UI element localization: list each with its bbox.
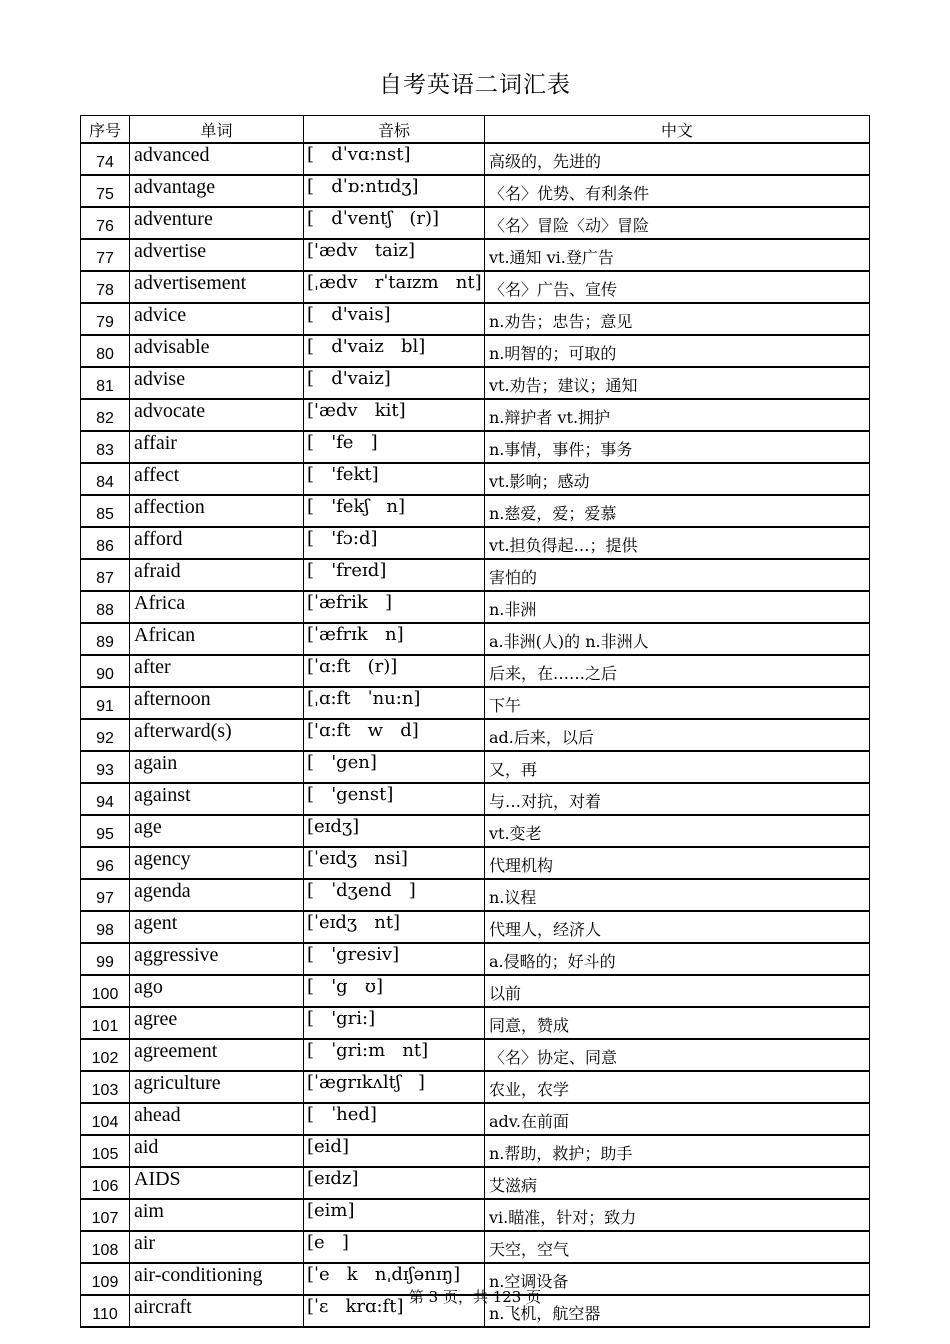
table-row: [81, 1231, 870, 1263]
row-number: 78: [81, 271, 130, 303]
row-word: advertisement: [130, 271, 304, 303]
row-chinese: 艾滋病: [485, 1167, 870, 1199]
table-row: [81, 783, 870, 815]
row-word: AIDS: [130, 1167, 304, 1199]
row-phonetic: [ˈe k nˌdɪʃənɪŋ]: [304, 1263, 485, 1295]
row-phonetic: [ ˈgri:m nt]: [304, 1039, 485, 1071]
row-number: 89: [81, 623, 130, 655]
row-word: afterward(s): [130, 719, 304, 751]
table-row: [81, 303, 870, 335]
vocabulary-table: [80, 115, 870, 1328]
row-number: 88: [81, 591, 130, 623]
row-phonetic: ['ædv kit]: [304, 399, 485, 431]
row-chinese: 害怕的: [485, 559, 870, 591]
table-row: [81, 1167, 870, 1199]
table-row: [81, 1199, 870, 1231]
row-word: affection: [130, 495, 304, 527]
row-phonetic: [eɪdz]: [304, 1167, 485, 1199]
row-phonetic: [ˈeɪdʒ nsi]: [304, 847, 485, 879]
row-chinese: 以前: [485, 975, 870, 1007]
row-word: after: [130, 655, 304, 687]
table-row: [81, 975, 870, 1007]
row-number: 81: [81, 367, 130, 399]
row-number: 105: [81, 1135, 130, 1167]
row-chinese: 高级的，先进的: [485, 143, 870, 175]
row-number: 97: [81, 879, 130, 911]
row-phonetic: ['ɑ:ft w d]: [304, 719, 485, 751]
row-chinese: a.非洲(人)的 n.非洲人: [485, 623, 870, 655]
row-number: 86: [81, 527, 130, 559]
table-row: [81, 751, 870, 783]
row-number: 90: [81, 655, 130, 687]
row-phonetic: [ˈæfrik ]: [304, 591, 485, 623]
row-word: African: [130, 623, 304, 655]
table-row: [81, 687, 870, 719]
row-word: agenda: [130, 879, 304, 911]
row-number: 77: [81, 239, 130, 271]
row-word: agreement: [130, 1039, 304, 1071]
table-row: [81, 1039, 870, 1071]
row-phonetic: [eim]: [304, 1199, 485, 1231]
row-word: ahead: [130, 1103, 304, 1135]
table-row: [81, 495, 870, 527]
table-row: [81, 271, 870, 303]
row-chinese: 〈名〉优势、有利条件: [485, 175, 870, 207]
row-chinese: 代理人，经济人: [485, 911, 870, 943]
row-number: 82: [81, 399, 130, 431]
row-number: 79: [81, 303, 130, 335]
header-number: 序号: [81, 116, 130, 144]
row-number: 96: [81, 847, 130, 879]
row-phonetic: ['ædv taiz]: [304, 239, 485, 271]
row-phonetic: [ˌɑ:ft ˈnu:n]: [304, 687, 485, 719]
row-number: 74: [81, 143, 130, 175]
row-phonetic: [eɪdʒ]: [304, 815, 485, 847]
row-phonetic: [ 'gri:]: [304, 1007, 485, 1039]
row-word: aggressive: [130, 943, 304, 975]
table-row: [81, 207, 870, 239]
table-row: [81, 847, 870, 879]
row-number: 103: [81, 1071, 130, 1103]
row-phonetic: [ˌædv rˈtaɪzm nt]: [304, 271, 485, 303]
row-phonetic: [ d'vaiz]: [304, 367, 485, 399]
row-chinese: 又，再: [485, 751, 870, 783]
row-chinese: vt.通知 vi.登广告: [485, 239, 870, 271]
row-chinese: n.空调设备: [485, 1263, 870, 1295]
row-phonetic: [ 'fekt]: [304, 463, 485, 495]
row-phonetic: [ 'gen]: [304, 751, 485, 783]
row-number: 109: [81, 1263, 130, 1295]
row-word: agent: [130, 911, 304, 943]
table-row: [81, 1103, 870, 1135]
row-chinese: 后来，在……之后: [485, 655, 870, 687]
row-word: aid: [130, 1135, 304, 1167]
table-row: [81, 1135, 870, 1167]
row-chinese: 〈名〉协定、同意: [485, 1039, 870, 1071]
row-number: 108: [81, 1231, 130, 1263]
table-row: [81, 175, 870, 207]
row-number: 94: [81, 783, 130, 815]
header-phonetic: 音标: [304, 116, 485, 144]
row-chinese: n.事情，事件；事务: [485, 431, 870, 463]
row-number: 80: [81, 335, 130, 367]
row-number: 101: [81, 1007, 130, 1039]
row-chinese: n.议程: [485, 879, 870, 911]
row-chinese: 代理机构: [485, 847, 870, 879]
row-phonetic: [ˈɑ:ft (r)]: [304, 655, 485, 687]
header-word: 单词: [130, 116, 304, 144]
row-chinese: n.明智的；可取的: [485, 335, 870, 367]
row-word: afraid: [130, 559, 304, 591]
row-word: advisable: [130, 335, 304, 367]
table-row: [81, 623, 870, 655]
row-chinese: vi.瞄准，针对；致力: [485, 1199, 870, 1231]
row-word: afford: [130, 527, 304, 559]
row-phonetic: [ ˈhed]: [304, 1103, 485, 1135]
table-row: [81, 1071, 870, 1103]
table-row: [81, 815, 870, 847]
row-number: 92: [81, 719, 130, 751]
row-number: 75: [81, 175, 130, 207]
table-row: [81, 399, 870, 431]
row-number: 83: [81, 431, 130, 463]
table-row: [81, 239, 870, 271]
row-chinese: 农业，农学: [485, 1071, 870, 1103]
row-word: agriculture: [130, 1071, 304, 1103]
row-number: 95: [81, 815, 130, 847]
table-row: [81, 431, 870, 463]
row-number: 98: [81, 911, 130, 943]
row-phonetic: [ 'fɔ:d]: [304, 527, 485, 559]
row-phonetic: [ d'vais]: [304, 303, 485, 335]
row-chinese: n.慈爱，爱；爱慕: [485, 495, 870, 527]
row-chinese: n.飞机，航空器: [485, 1295, 870, 1327]
table-row: [81, 559, 870, 591]
row-number: 104: [81, 1103, 130, 1135]
row-phonetic: [ dˈɒ:ntɪdʒ]: [304, 175, 485, 207]
row-number: 87: [81, 559, 130, 591]
row-phonetic: [ 'g ʊ]: [304, 975, 485, 1007]
table-row: [81, 527, 870, 559]
row-number: 91: [81, 687, 130, 719]
row-chinese: n.劝告；忠告；意见: [485, 303, 870, 335]
row-phonetic: [ 'fe ]: [304, 431, 485, 463]
row-chinese: vt.劝告；建议；通知: [485, 367, 870, 399]
row-number: 85: [81, 495, 130, 527]
row-phonetic: [ˈæfrɪk n]: [304, 623, 485, 655]
row-number: 106: [81, 1167, 130, 1199]
table-row: [81, 463, 870, 495]
table-row: [81, 143, 870, 175]
row-number: 99: [81, 943, 130, 975]
row-chinese: 下午: [485, 687, 870, 719]
table-row: [81, 591, 870, 623]
row-phonetic: [ 'gresiv]: [304, 943, 485, 975]
row-word: aircraft: [130, 1295, 304, 1327]
table-row: [81, 655, 870, 687]
row-word: affair: [130, 431, 304, 463]
row-chinese: vt.变老: [485, 815, 870, 847]
header-chinese: 中文: [485, 116, 870, 144]
row-chinese: vt.影响；感动: [485, 463, 870, 495]
row-chinese: 〈名〉广告、宣传: [485, 271, 870, 303]
row-word: age: [130, 815, 304, 847]
row-word: again: [130, 751, 304, 783]
row-word: advice: [130, 303, 304, 335]
row-word: against: [130, 783, 304, 815]
vocabulary-table-body: [81, 143, 870, 1327]
row-word: advocate: [130, 399, 304, 431]
row-phonetic: [ dˈvɑ:nst]: [304, 143, 485, 175]
row-word: agency: [130, 847, 304, 879]
row-word: air-conditioning: [130, 1263, 304, 1295]
row-phonetic: [ 'fekʃ n]: [304, 495, 485, 527]
row-word: affect: [130, 463, 304, 495]
row-number: 84: [81, 463, 130, 495]
table-row: [81, 367, 870, 399]
row-chinese: a.侵略的；好斗的: [485, 943, 870, 975]
row-chinese: adv.在前面: [485, 1103, 870, 1135]
row-phonetic: [ˈɛ krɑ:ft]: [304, 1295, 485, 1327]
page-footer: 第 3 页，共 123 页: [408, 1288, 542, 1306]
row-number: 100: [81, 975, 130, 1007]
row-chinese: 天空，空气: [485, 1231, 870, 1263]
row-phonetic: [e ]: [304, 1231, 485, 1263]
table-row: [81, 335, 870, 367]
row-chinese: n.非洲: [485, 591, 870, 623]
row-chinese: vt.担负得起…；提供: [485, 527, 870, 559]
page-title: 自考英语二词汇表: [379, 72, 571, 98]
row-phonetic: [eid]: [304, 1135, 485, 1167]
row-number: 102: [81, 1039, 130, 1071]
row-word: advantage: [130, 175, 304, 207]
row-chinese: ad.后来，以后: [485, 719, 870, 751]
row-word: air: [130, 1231, 304, 1263]
table-row: [81, 1007, 870, 1039]
table-row: [81, 879, 870, 911]
row-word: Africa: [130, 591, 304, 623]
row-word: afternoon: [130, 687, 304, 719]
row-number: 110: [81, 1295, 130, 1327]
row-chinese: n.辩护者 vt.拥护: [485, 399, 870, 431]
row-phonetic: [ dˈventʃ (r)]: [304, 207, 485, 239]
row-chinese: 与…对抗，对着: [485, 783, 870, 815]
row-word: agree: [130, 1007, 304, 1039]
table-row: [81, 911, 870, 943]
row-phonetic: [ d'vaiz bl]: [304, 335, 485, 367]
row-word: advertise: [130, 239, 304, 271]
row-chinese: 〈名〉冒险〈动〉冒险: [485, 207, 870, 239]
row-word: advanced: [130, 143, 304, 175]
row-word: adventure: [130, 207, 304, 239]
table-row: [81, 943, 870, 975]
row-phonetic: [ ˈdʒend ]: [304, 879, 485, 911]
row-phonetic: [ˈægrɪkʌltʃ ]: [304, 1071, 485, 1103]
row-number: 93: [81, 751, 130, 783]
row-word: ago: [130, 975, 304, 1007]
row-phonetic: [ˈeɪdʒ nt]: [304, 911, 485, 943]
row-word: advise: [130, 367, 304, 399]
row-word: aim: [130, 1199, 304, 1231]
row-phonetic: [ 'freɪd]: [304, 559, 485, 591]
row-number: 76: [81, 207, 130, 239]
row-chinese: n.帮助，救护；助手: [485, 1135, 870, 1167]
row-phonetic: [ 'genst]: [304, 783, 485, 815]
table-row: [81, 719, 870, 751]
row-chinese: 同意，赞成: [485, 1007, 870, 1039]
table-header-row: [81, 116, 870, 144]
row-number: 107: [81, 1199, 130, 1231]
